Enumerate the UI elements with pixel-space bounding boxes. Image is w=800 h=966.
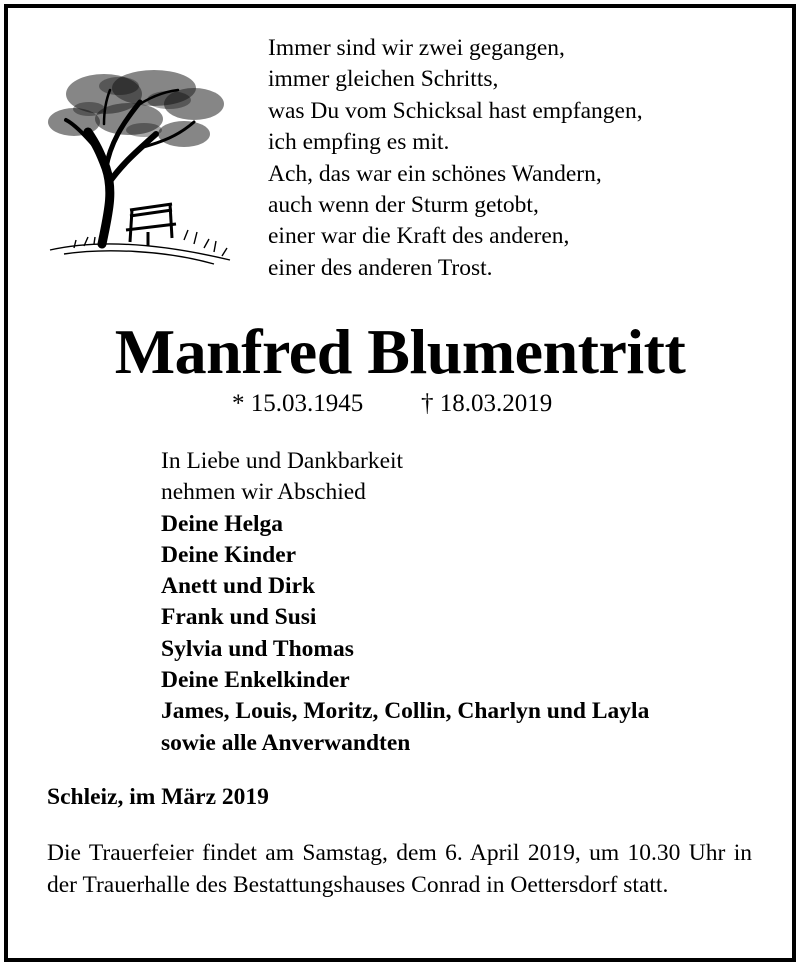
death-date: † 18.03.2019 <box>421 390 553 417</box>
mourners-intro-line: nehmen wir Abschied <box>161 479 366 506</box>
mourners-list <box>161 446 649 759</box>
poem-line: ich empfing es mit. <box>268 129 450 156</box>
poem-line: auch wenn der Sturm getobt, <box>268 191 539 218</box>
mourner-name: Sylvia und Thomas <box>161 635 354 662</box>
mourner-name: Frank und Susi <box>161 604 317 631</box>
mourner-name: James, Louis, Moritz, Collin, Charlyn und Layla <box>161 698 650 725</box>
mourner-name: Anett und Dirk <box>161 573 316 600</box>
mourner-name: Deine Kinder <box>161 541 297 568</box>
poem-line: was Du vom Schicksal hast empfangen, <box>268 97 643 124</box>
mourner-name: Deine Enkelkinder <box>161 667 350 694</box>
funeral-ceremony-info: Die Trauerfeier findet am Samstag, dem 6. April 2019, um 10.30 Uhr in der Trauerhalle des Bestattungshauses Conrad in Oettersdorf statt. <box>47 840 752 898</box>
poem <box>268 33 643 284</box>
place-and-date: Schleiz, im März 2019 <box>47 784 269 810</box>
poem-line: Immer sind wir zwei gegangen, <box>268 35 565 61</box>
mourner-name: sowie alle Anverwandten <box>161 729 411 756</box>
mourners-intro-line: In Liebe und Dankbarkeit <box>161 448 404 474</box>
poem-line: immer gleichen Schritts, <box>268 66 499 93</box>
deceased-name: Manfred Blumentritt <box>114 316 686 387</box>
poem-line: einer war die Kraft des anderen, <box>268 223 570 250</box>
mourner-name: Deine Helga <box>161 510 284 537</box>
birth-date: * 15.03.1945 <box>232 390 364 417</box>
poem-line: einer des anderen Trost. <box>268 254 493 281</box>
tree-with-bench-illustration <box>44 64 234 270</box>
poem-line: Ach, das war ein schönes Wandern, <box>268 160 602 187</box>
